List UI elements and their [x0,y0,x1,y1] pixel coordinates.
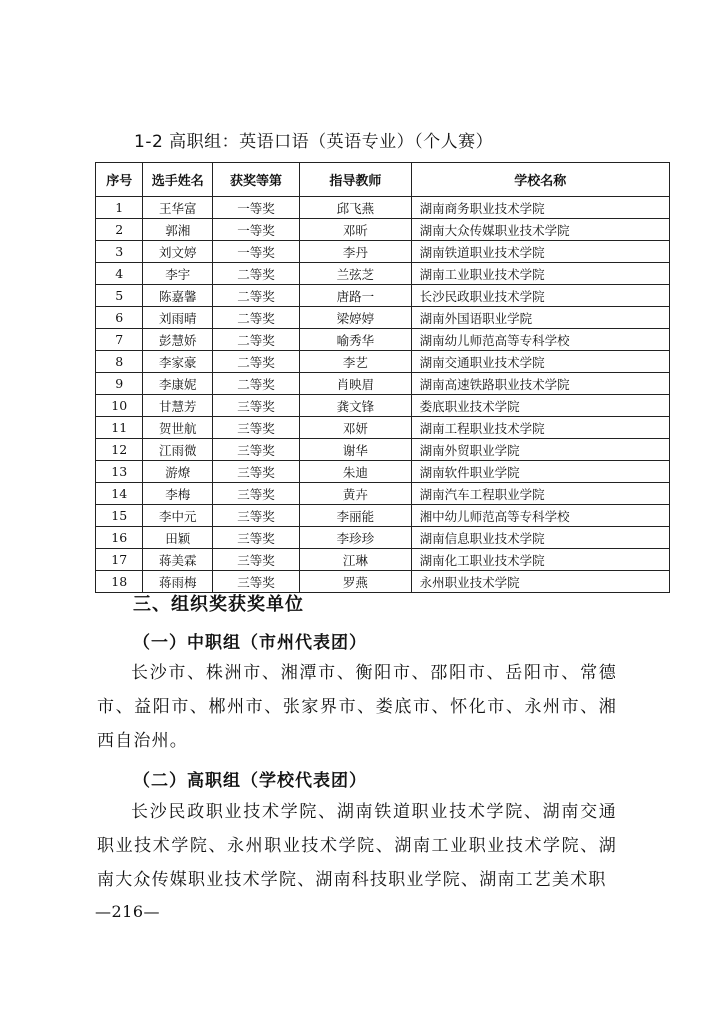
cell-award: 三等奖 [213,571,300,593]
cell-school: 湖南工业职业技术学院 [411,263,669,285]
cell-contestant: 李梅 [143,483,213,505]
cell-school: 湖南交通职业技术学院 [411,351,669,373]
cell-teacher: 唐路一 [300,285,411,307]
cell-contestant: 李中元 [143,505,213,527]
cell-school: 湖南工程职业技术学院 [411,417,669,439]
cell-contestant: 李宇 [143,263,213,285]
cell-number: 10 [96,395,143,417]
table-row [96,329,670,351]
cell-teacher: 谢华 [300,439,411,461]
table-row [96,549,670,571]
table-title: 1-2 高职组：英语口语（英语专业）（个人赛） [134,132,494,152]
cell-school: 湖南商务职业技术学院 [411,197,669,219]
cell-number: 12 [96,439,143,461]
cell-number: 7 [96,329,143,351]
paragraph-vocational-units: 长沙民政职业技术学院、湖南铁道职业技术学院、湖南交通职业技术学院、永州职业技术学院、湖南工业职业技术学院、湖南大众传媒职业技术学院、湖南科技职业学院、湖南工艺美术职 [97,802,617,890]
cell-school: 湘中幼儿师范高等专科学校 [411,505,669,527]
cell-award: 二等奖 [213,307,300,329]
cell-award: 三等奖 [213,527,300,549]
cell-number: 14 [96,483,143,505]
cell-award: 二等奖 [213,263,300,285]
awards-table [95,162,670,593]
cell-teacher: 李艺 [300,351,411,373]
cell-school: 永州职业技术学院 [411,571,669,593]
cell-school: 湖南信息职业技术学院 [411,527,669,549]
table-row [96,439,670,461]
cell-school: 娄底职业技术学院 [411,395,669,417]
cell-teacher: 罗燕 [300,571,411,593]
table-row [96,285,670,307]
cell-teacher: 李丹 [300,241,411,263]
cell-school: 湖南大众传媒职业技术学院 [411,219,669,241]
table-row [96,241,670,263]
cell-school: 湖南外国语职业学院 [411,307,669,329]
cell-contestant: 田颖 [143,527,213,549]
cell-teacher: 黄卉 [300,483,411,505]
cell-number: 17 [96,549,143,571]
paragraph-secondary-units: 长沙市、株洲市、湘潭市、衡阳市、邵阳市、岳阳市、常德市、益阳市、郴州市、张家界市、娄底市、怀化市、永州市、湘西自治州。 [97,663,617,751]
cell-school: 湖南软件职业学院 [411,461,669,483]
cell-school: 湖南幼儿师范高等专科学校 [411,329,669,351]
cell-number: 3 [96,241,143,263]
cell-award: 三等奖 [213,395,300,417]
cell-number: 16 [96,527,143,549]
cell-school: 湖南汽车工程职业学院 [411,483,669,505]
cell-award: 二等奖 [213,351,300,373]
cell-school: 湖南铁道职业技术学院 [411,241,669,263]
cell-contestant: 甘慧芳 [143,395,213,417]
cell-number: 6 [96,307,143,329]
cell-number: 11 [96,417,143,439]
cell-teacher: 邱飞燕 [300,197,411,219]
table-row [96,351,670,373]
table-row [96,395,670,417]
cell-number: 5 [96,285,143,307]
table-row [96,461,670,483]
cell-number: 15 [96,505,143,527]
cell-contestant: 蒋美霖 [143,549,213,571]
cell-school: 长沙民政职业技术学院 [411,285,669,307]
table-row [96,197,670,219]
cell-number: 8 [96,351,143,373]
cell-contestant: 陈嘉馨 [143,285,213,307]
cell-teacher: 喻秀华 [300,329,411,351]
cell-contestant: 贺世航 [143,417,213,439]
header-number: 序号 [96,163,143,197]
table-row [96,417,670,439]
header-award: 获奖等第 [213,163,300,197]
cell-award: 三等奖 [213,549,300,571]
table-row [96,483,670,505]
cell-contestant: 王华富 [143,197,213,219]
cell-number: 18 [96,571,143,593]
cell-contestant: 江雨微 [143,439,213,461]
cell-award: 一等奖 [213,197,300,219]
cell-school: 湖南化工职业技术学院 [411,549,669,571]
cell-contestant: 李家豪 [143,351,213,373]
cell-contestant: 刘雨晴 [143,307,213,329]
cell-number: 2 [96,219,143,241]
cell-teacher: 肖映眉 [300,373,411,395]
cell-contestant: 郭湘 [143,219,213,241]
table-row [96,373,670,395]
cell-award: 三等奖 [213,505,300,527]
cell-teacher: 邓昕 [300,219,411,241]
cell-award: 一等奖 [213,241,300,263]
cell-number: 13 [96,461,143,483]
cell-teacher: 龚文锋 [300,395,411,417]
cell-award: 三等奖 [213,417,300,439]
cell-award: 三等奖 [213,483,300,505]
cell-contestant: 蒋雨梅 [143,571,213,593]
header-teacher: 指导教师 [300,163,411,197]
cell-school: 湖南外贸职业学院 [411,439,669,461]
cell-teacher: 李珍珍 [300,527,411,549]
cell-number: 1 [96,197,143,219]
table-row [96,263,670,285]
cell-teacher: 兰弦芝 [300,263,411,285]
table-row [96,527,670,549]
cell-award: 二等奖 [213,329,300,351]
header-school: 学校名称 [411,163,669,197]
cell-teacher: 邓妍 [300,417,411,439]
cell-teacher: 李丽能 [300,505,411,527]
cell-award: 三等奖 [213,439,300,461]
table-body [96,197,670,593]
table-row [96,505,670,527]
section-heading: 三、组织奖获奖单位 [133,594,304,615]
subsection-heading-vocational: （二）高职组（学校代表团） [133,771,367,791]
cell-teacher: 梁婷婷 [300,307,411,329]
cell-number: 9 [96,373,143,395]
cell-contestant: 彭慧娇 [143,329,213,351]
cell-contestant: 刘文婷 [143,241,213,263]
cell-contestant: 游燎 [143,461,213,483]
cell-award: 二等奖 [213,285,300,307]
page-number: —216— [95,902,161,921]
cell-teacher: 江琳 [300,549,411,571]
cell-award: 三等奖 [213,461,300,483]
cell-contestant: 李康妮 [143,373,213,395]
cell-number: 4 [96,263,143,285]
cell-award: 一等奖 [213,219,300,241]
table-header-row [96,163,670,197]
subsection-heading-secondary: （一）中职组（市州代表团） [133,633,367,653]
header-contestant: 选手姓名 [143,163,213,197]
cell-teacher: 朱迪 [300,461,411,483]
cell-award: 二等奖 [213,373,300,395]
cell-school: 湖南高速铁路职业技术学院 [411,373,669,395]
table-row [96,219,670,241]
table-row [96,307,670,329]
